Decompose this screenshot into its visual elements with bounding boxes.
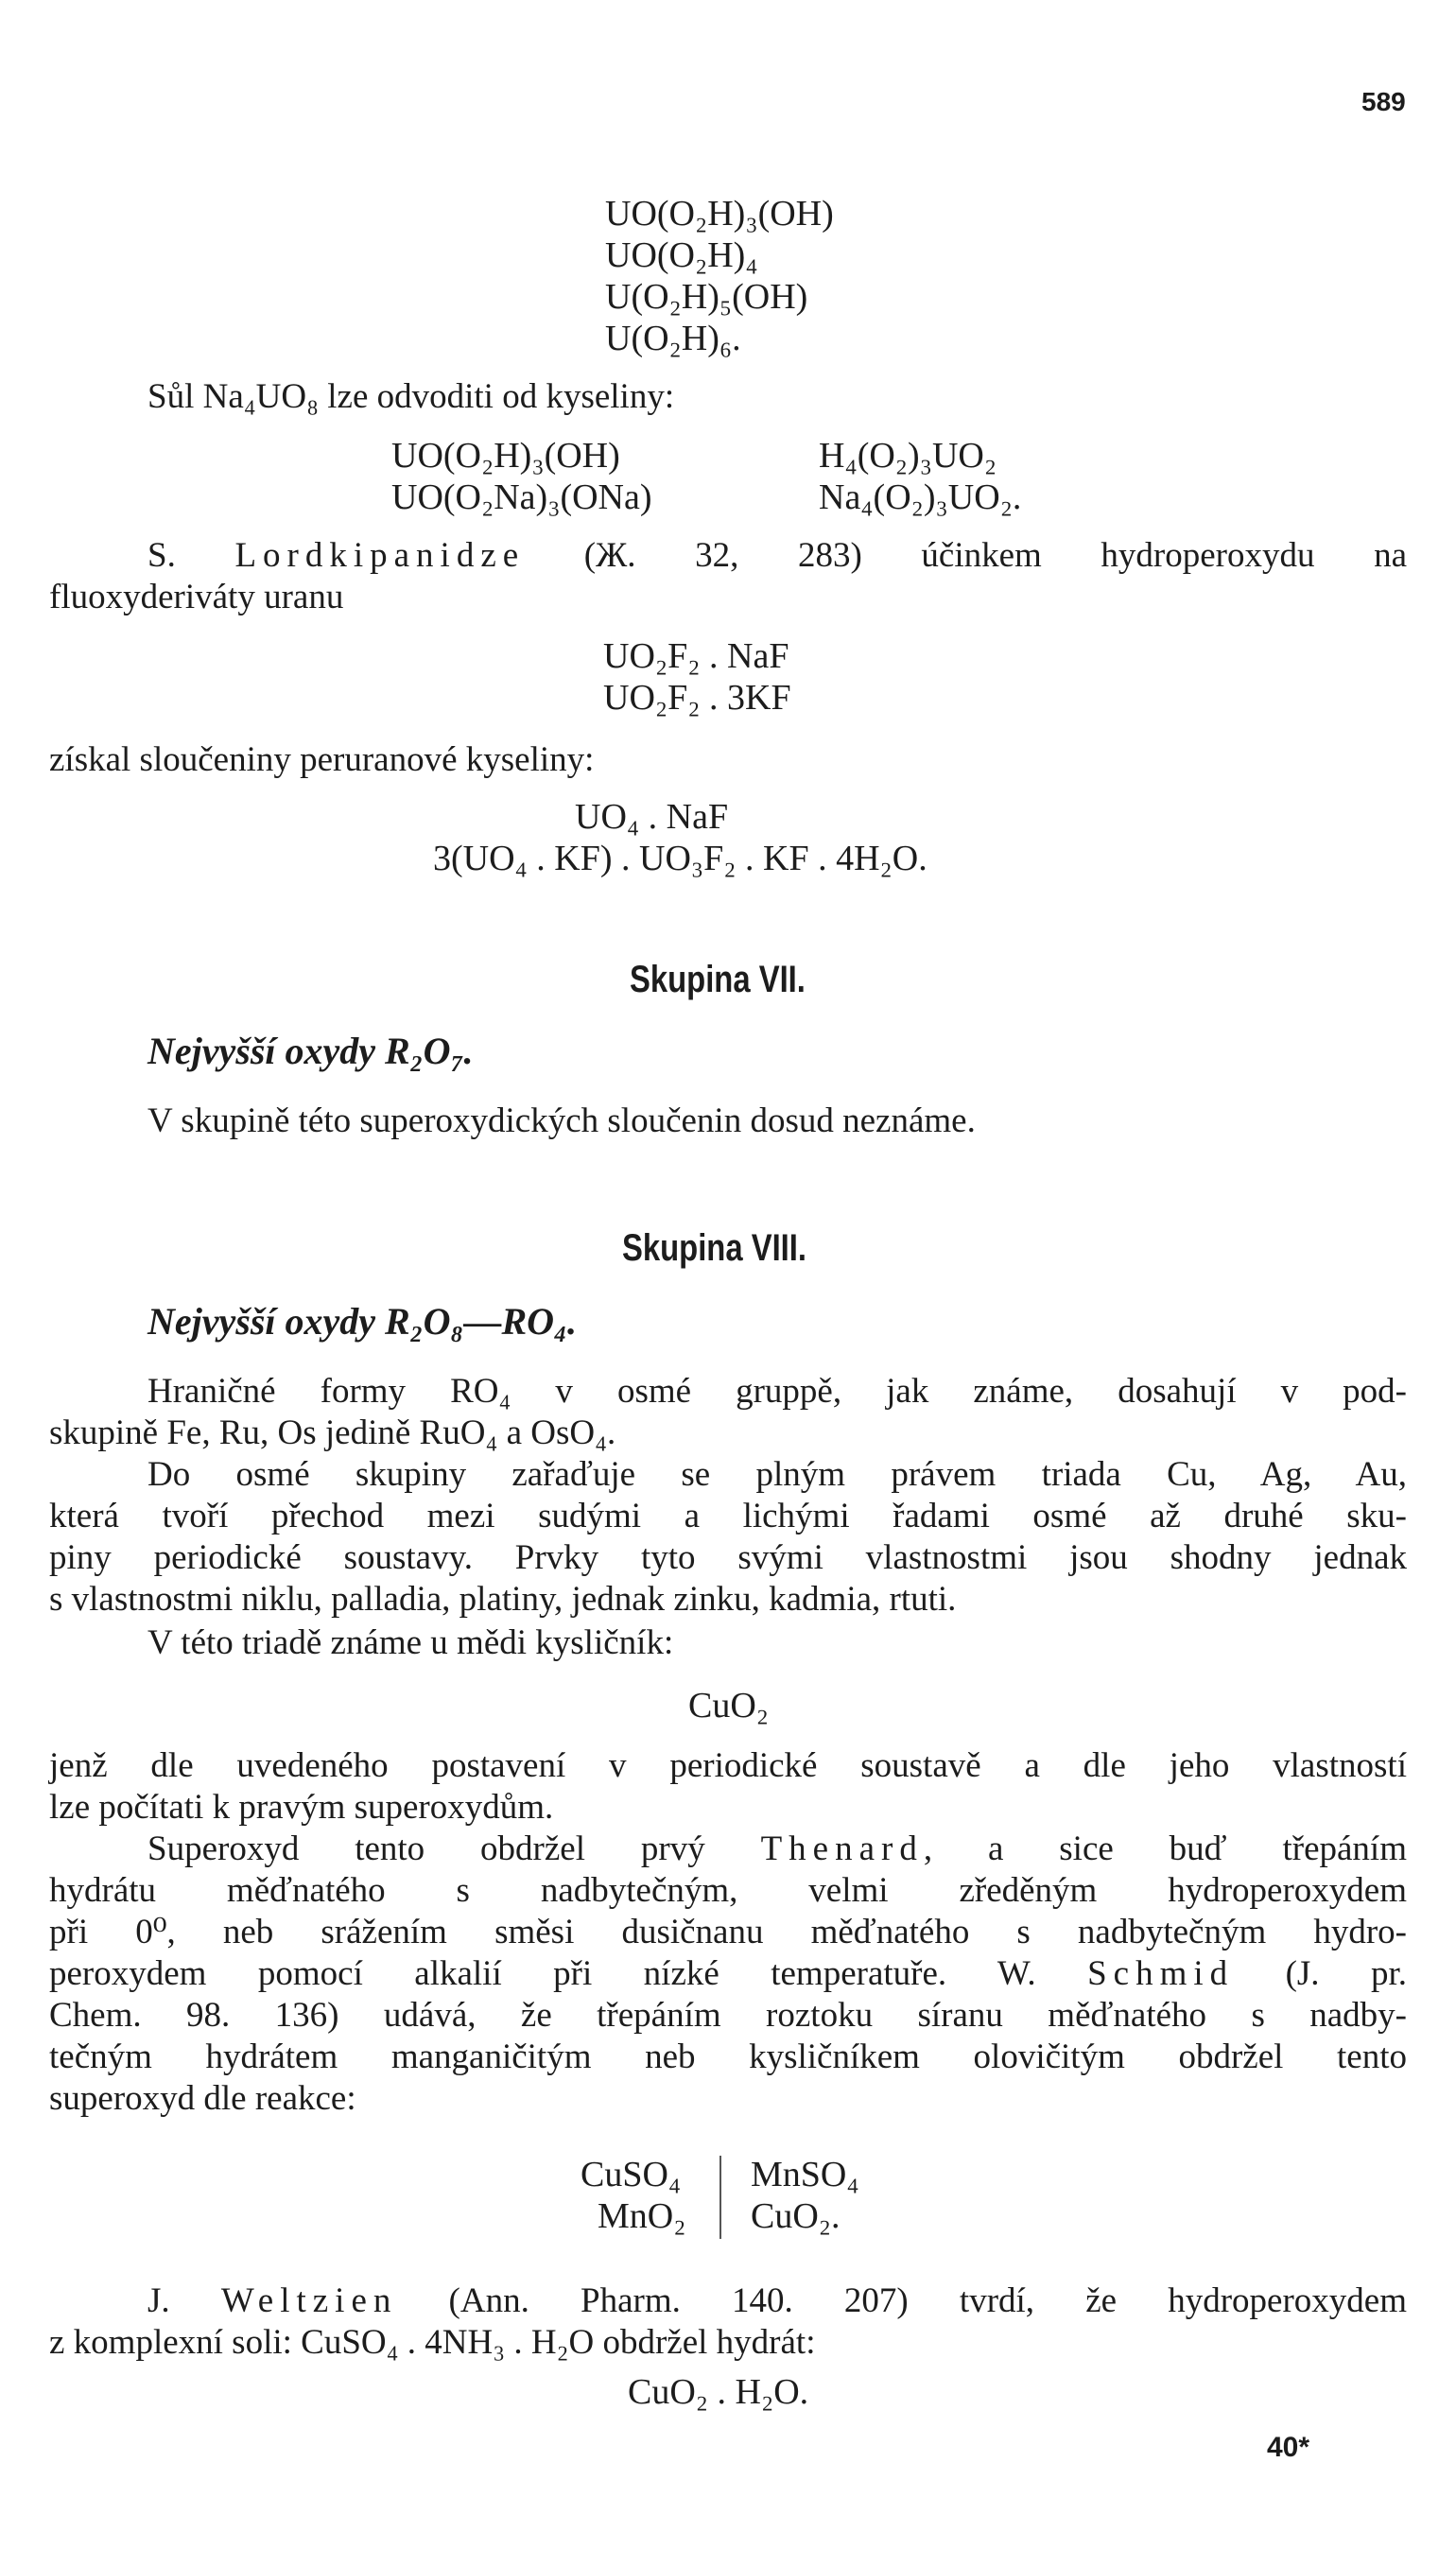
text-line: Sůl Na₄UO₈ lze odvoditi od kyseliny: xyxy=(147,377,675,416)
section-heading: Skupina VIII. xyxy=(622,1227,807,1269)
formula-line: UO₄ . NaF xyxy=(575,797,729,837)
author-name: Schmid xyxy=(1087,1954,1235,1993)
paragraph-line: tečným hydrátem manganičitým neb kysličníkem olovičitým obdržel tento xyxy=(49,2037,1407,2076)
paragraph-lordkipanidze xyxy=(49,535,1407,618)
page-number: 589 xyxy=(1361,87,1406,116)
author-name: Lordkipanidze xyxy=(234,536,526,575)
formula-line: U(O₂H)₅(OH) xyxy=(605,277,808,317)
paragraph-line: z komplexní soli: CuSO₄ . 4NH₃ . H₂O obdržel hydrát: xyxy=(49,2323,816,2362)
paragraph-position xyxy=(49,1745,1407,1829)
paragraph-line: skupině Fe, Ru, Os jedině RuO₄ a OsO₄. xyxy=(49,1413,616,1452)
formula-line: U(O₂H)₆. xyxy=(605,319,741,358)
paragraph-line: Do osmé skupiny zařaďuje se plným právem triada Cu, Ag, Au, xyxy=(147,1455,1407,1494)
formula-line: UO(O₂H)₃(OH) xyxy=(605,194,834,234)
text-line: V skupině této superoxydických sloučenin dosud neznáme. xyxy=(147,1101,976,1140)
formula-left: UO(O₂H)₃(OH) xyxy=(391,436,620,476)
paragraph-triad xyxy=(49,1454,1407,1621)
paragraph-line: která tvoří přechod mezi sudými a lichými řadami osmé až druhé sku- xyxy=(49,1497,1407,1535)
formula-left: UO(O₂Na)₃(ONa) xyxy=(391,477,652,517)
paragraph-line: J. Weltzien (Ann. Pharm. 140. 207) tvrdí, že hydroperoxydem xyxy=(147,2281,1407,2320)
paragraph-line: fluoxyderiváty uranu xyxy=(49,578,344,616)
paragraph-boundary-forms xyxy=(49,1371,1407,1454)
paragraph-line: Superoxyd tento obdržel prvý Thenard, a sice buď třepáním xyxy=(147,1829,1407,1868)
text-line: V této triadě známe u mědi kysličník: xyxy=(147,1623,674,1662)
reaction-left: MnO₂ xyxy=(598,2196,686,2236)
paragraph-line: lze počítati k pravým superoxydům. xyxy=(49,1788,554,1827)
signature-mark: 40* xyxy=(1267,2432,1310,2463)
paragraph-line: hydrátu měďnatého s nadbytečným, velmi zředěným hydroperoxydem xyxy=(49,1871,1407,1910)
reaction-divider xyxy=(719,2156,721,2239)
formula-right: Na₄(O₂)₃UO₂. xyxy=(819,477,1022,517)
paragraph-line: peroxydem pomocí alkalií při nízké temperatuře. W. Schmid (J. pr. xyxy=(49,1954,1407,1993)
paragraph-weltzien xyxy=(49,2280,1407,2364)
section-heading: Skupina VII. xyxy=(630,959,806,1000)
paragraph-thenard xyxy=(49,1829,1407,2120)
paragraph-line: piny periodické soustavy. Prvky tyto svými vlastnostmi jsou shodny jednak xyxy=(49,1538,1407,1577)
reaction-left: CuSO₄ xyxy=(581,2155,682,2194)
formula-line: CuO₂ xyxy=(688,1686,770,1725)
author-name: Thenard xyxy=(760,1829,924,1868)
formula-line: CuO₂ . H₂O. xyxy=(628,2372,809,2412)
paragraph-line: při 0⁰, neb srážením směsi dusičnanu měďnatého s nadbytečným hydro- xyxy=(49,1913,1407,1951)
section-subheading: Nejvyšší oxydy R₂O₈—RO₄. xyxy=(147,1300,577,1343)
formula-line: UO₂F₂ . NaF xyxy=(603,636,789,676)
paragraph-line: jenž dle uvedeného postavení v periodické soustavě a dle jeho vlastností xyxy=(49,1746,1407,1785)
reaction-right: CuO₂. xyxy=(751,2196,841,2236)
section-subheading: Nejvyšší oxydy R₂O₇. xyxy=(147,1030,474,1072)
reaction-right: MnSO₄ xyxy=(751,2155,859,2194)
formula-line: UO(O₂H)₄ xyxy=(605,235,758,275)
text-line: získal sloučeniny peruranové kyseliny: xyxy=(49,740,595,779)
paragraph-line: superoxyd dle reakce: xyxy=(49,2079,356,2118)
formula-line: 3(UO₄ . KF) . UO₃F₂ . KF . 4H₂O. xyxy=(433,839,927,878)
paragraph-line: S. Lordkipanidze (Ж. 32, 283) účinkem hydroperoxydu na xyxy=(147,536,1408,575)
paragraph-line: Hraničné formy RO₄ v osmé gruppě, jak známe, dosahují v pod- xyxy=(147,1372,1407,1411)
paragraph-line: s vlastnostmi niklu, palladia, platiny, jednak zinku, kadmia, rtuti. xyxy=(49,1580,957,1619)
author-name: Weltzien xyxy=(220,2281,398,2320)
formula-right: H₄(O₂)₃UO₂ xyxy=(819,436,997,476)
formula-line: UO₂F₂ . 3KF xyxy=(603,678,791,718)
paragraph-line: Chem. 98. 136) udává, že třepáním roztoku síranu měďnatého s nadby- xyxy=(49,1996,1407,2035)
